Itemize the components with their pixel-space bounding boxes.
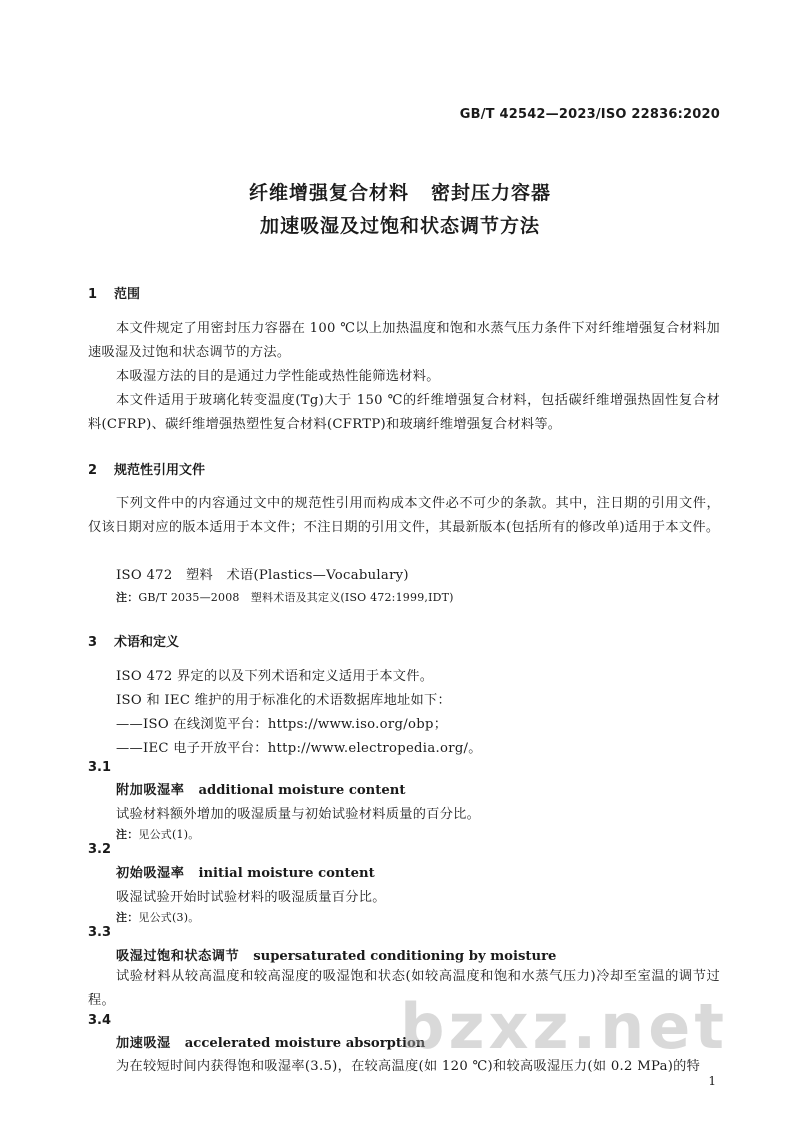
term-number: 3.1 (88, 760, 112, 775)
references-paragraph: 下列文件中的内容通过文中的规范性引用而构成本文件必不可少的条款。其中，注日期的引用文件，仅该日期对应的版本适用于本文件；不注日期的引用文件，其最新版本(包括所有的修改单)适用于本文件。 (88, 496, 720, 535)
term-number: 3.4 (88, 1013, 112, 1028)
note-text: GB/T 2035—2008 塑料术语及其定义(ISO 472:1999,IDT) (138, 591, 454, 604)
scope-paragraph-2: 本吸湿方法的目的是通过力学性能或热性能筛选材料。 (116, 369, 440, 384)
reference-iso-472: ISO 472 塑料 术语(Plastics—Vocabulary) (116, 568, 409, 583)
title-part-b: 密封压力容器 (431, 182, 552, 204)
term-definition: 为在较短时间内获得饱和吸湿率(3.5)，在较高温度(如 120 ℃)和较高吸湿压力(如 0.2 MPa)的特 (116, 1059, 701, 1074)
document-title-line-2: 加速吸湿及过饱和状态调节方法 (259, 215, 540, 237)
term-english: initial moisture content (198, 866, 375, 881)
document-title-line-1 (0, 178, 800, 205)
term-heading (116, 779, 405, 798)
term-heading (116, 862, 375, 881)
note-text: 见公式(1)。 (138, 828, 200, 841)
term-note (116, 826, 199, 842)
term-english: additional moisture content (198, 783, 406, 798)
term-heading (116, 1032, 425, 1051)
term-chinese: 吸湿过饱和状态调节 (116, 949, 240, 964)
term-english: supersaturated conditioning by moisture (253, 949, 557, 964)
section-heading-scope (88, 283, 140, 302)
note-label: 注： (116, 911, 139, 924)
term-chinese: 初始吸湿率 (116, 866, 185, 881)
reference-note (116, 589, 454, 605)
site-watermark: bzxz.net (400, 990, 728, 1063)
scope-paragraph-1: 本文件规定了用密封压力容器在 100 ℃以上加热温度和饱和水蒸气压力条件下对纤维增强复合材料加速吸湿及过饱和状态调节的方法。 (88, 321, 720, 360)
standard-number: GB/T 42542—2023/ISO 22836:2020 (459, 107, 720, 122)
section-heading-terms-definitions (88, 631, 179, 650)
term-english: accelerated moisture absorption (184, 1036, 426, 1051)
section-title: 范围 (114, 287, 141, 302)
term-definition: 试验材料从较高温度和较高湿度的吸湿饱和状态(如较高温度和饱和水蒸气压力)冷却至室温的调节过程。 (88, 969, 720, 1008)
term-definition: 吸湿试验开始时试验材料的吸湿质量百分比。 (116, 890, 386, 905)
title-part-a: 纤维增强复合材料 (248, 182, 409, 204)
page-number: 1 (708, 1074, 716, 1088)
section-title: 术语和定义 (114, 635, 180, 650)
term-number: 3.2 (88, 842, 112, 857)
section-heading-normative-references (88, 459, 205, 478)
iso-obp-link-line: ——ISO 在线浏览平台：https://www.iso.org/obp； (116, 717, 448, 732)
section-number: 1 (88, 287, 98, 302)
term-chinese: 加速吸湿 (116, 1036, 171, 1051)
section-number: 2 (88, 463, 98, 478)
note-label: 注： (116, 591, 139, 604)
section-number: 3 (88, 635, 98, 650)
note-text: 见公式(3)。 (138, 911, 200, 924)
note-label: 注： (116, 828, 139, 841)
term-definition: 试验材料额外增加的吸湿质量与初始试验材料质量的百分比。 (116, 807, 481, 822)
term-number: 3.3 (88, 925, 112, 940)
terms-intro-line-1: ISO 472 界定的以及下列术语和定义适用于本文件。 (116, 669, 434, 684)
iec-electropedia-link-line: ——IEC 电子开放平台：http://www.electropedia.org/。 (116, 741, 482, 756)
term-heading (116, 945, 556, 964)
scope-paragraph-3: 本文件适用于玻璃化转变温度(Tg)大于 150 ℃的纤维增强复合材料，包括碳纤维增强热固性复合材料(CFRP)、碳纤维增强热塑性复合材料(CFRTP)和玻璃纤维增强复合材料等。 (88, 393, 720, 432)
term-note (116, 909, 199, 925)
term-chinese: 附加吸湿率 (116, 783, 185, 798)
terms-intro-line-2: ISO 和 IEC 维护的用于标准化的术语数据库地址如下： (116, 693, 452, 708)
section-title: 规范性引用文件 (114, 463, 206, 478)
